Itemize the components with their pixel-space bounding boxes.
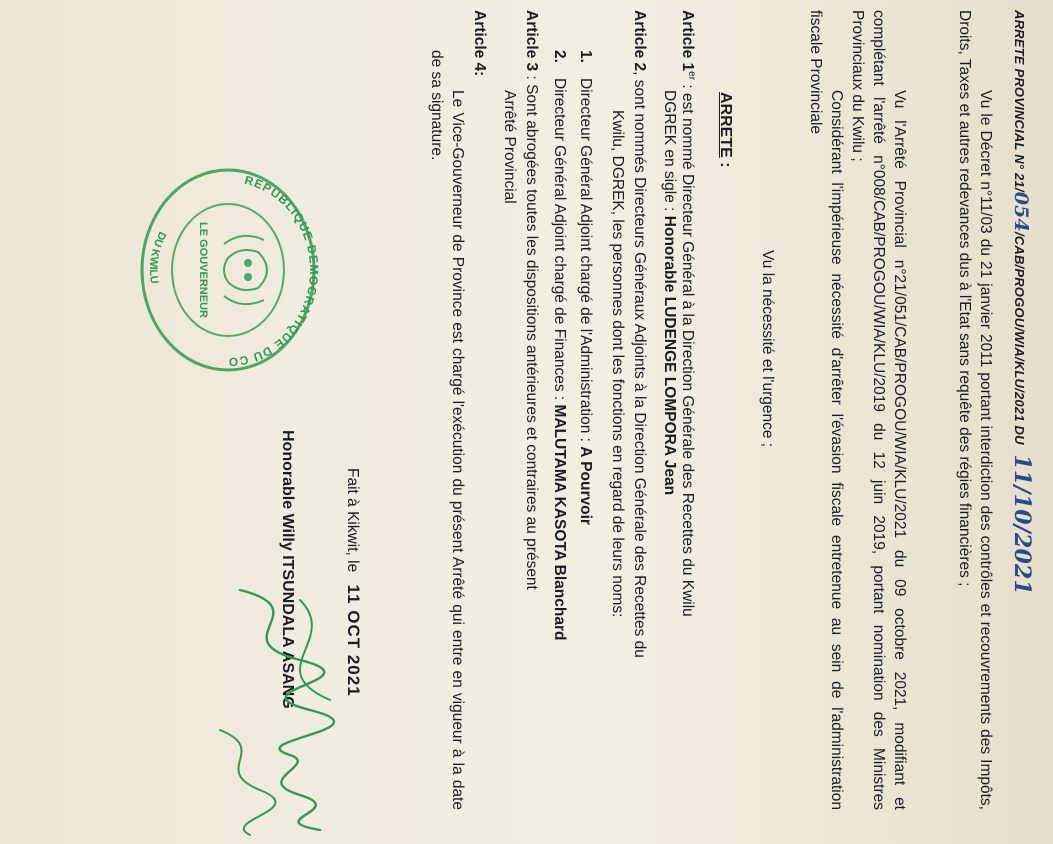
fait-text: Fait à Kikwit, le: [344, 468, 361, 573]
header-suffix: /CAB/PROGOU/WIA/KLU/2021 DU: [1012, 231, 1027, 445]
official-seal: [138, 160, 328, 380]
article-2-line-1: [629, 10, 650, 658]
article-1-line-2-text: DGREK en sigle :: [661, 90, 678, 216]
seal-bottom-text: DU KWILU: [146, 229, 169, 285]
decree-header: [1009, 10, 1035, 595]
list-item-1-name: A Pourvoir: [577, 446, 594, 525]
article-4-paragraph: Le Vice-Gouverneur de Province est chargé l'exécution du présent Arrêté qui entre en vigueur à la date de sa signature.: [428, 50, 466, 810]
article-3-text: : Sont abrogées toutes les dispositions antérieures et contraires au présent: [523, 71, 540, 590]
article-1-sup: er: [686, 71, 697, 81]
handwritten-header-date: 11/10/2021: [1009, 454, 1035, 595]
handwritten-signature: [210, 580, 360, 840]
considerant-paragraph: Considérant l'impérieuse nécessité d'arrêter l'évasion fiscale entretenue au sein de l'administration fiscale Provinciale: [807, 10, 845, 810]
seal-graphic: [138, 160, 328, 380]
list-item-1-text: Directeur Général Adjoint chargé de l'Administration :: [577, 78, 594, 447]
article-4-label-line: [469, 10, 490, 76]
article-3-line-2: Arrêté Provincial: [501, 90, 518, 204]
list-item-1-number: 1.: [577, 50, 594, 63]
handwritten-decree-number: 054: [1010, 191, 1032, 232]
seal-ring-text: REPUBLIQUE DEMOCRATIQUE DU CO: [227, 172, 322, 370]
list-item-2-text: Directeur Général Adjoint chargé de Finances :: [551, 78, 568, 405]
leopard-emblem-icon: [224, 236, 267, 304]
arrete-label-text: ARRETE: [717, 92, 734, 158]
article-2-line-2: Kwilu, DGREK, les personnes dont les fonctions en regard de leurs noms:: [609, 110, 626, 618]
signature-scribble-icon: [210, 580, 360, 840]
vu-decret-paragraph: Vu le Décret n°11/03 du 21 janvier 2011 portant interdiction des contrôles et recouvrements des Impôts, Droits, Taxes et autres redevances dus à l'Etat sans requête des régies financières ;: [956, 10, 994, 810]
article-4-colon: :: [471, 71, 488, 77]
vu-necessite-line: Vu la nécessité et l'urgence ;: [759, 250, 776, 448]
article-1-line-2: [659, 90, 680, 495]
arrete-heading: ARRETE :: [717, 92, 734, 168]
date-stamp: 11 OCT 2021: [344, 584, 363, 697]
list-item-1: [575, 50, 596, 525]
header-prefix: ARRETE PROVINCIAL N° 21/: [1012, 10, 1027, 192]
article-1-name: Honorable LUDENGE LOMPORA Jean: [661, 215, 678, 496]
article-2-text: , sont nommés Directeurs Généraux Adjoints à la Direction Générale des Recettes du: [631, 71, 648, 658]
seal-inner-text: LE GOUVERNEUR: [197, 222, 209, 318]
signatory-name: Honorable Willy ITSUNDALA ASANG: [279, 430, 296, 709]
article-4-label: Article 4: [471, 10, 488, 72]
vu-arrete-paragraph: Vu l'Arrêté Provincial n°21/051/CAB/PROGOU/WIA/KLU/2021 du 09 octobre 2021, modifiant et complétant l'arrêté n°008/CAB/PROGOU/WIA/KLU/2019 du 12 juin 2019, portant nomination des Ministres Provinciaux du Kwilu ;: [849, 10, 908, 810]
article-1-text: : est nommé Directeur Général à la Direction Générale des Recettes du Kwilu: [678, 80, 696, 617]
article-3-label: Article 3: [523, 10, 540, 72]
rotated-document-page: [20, 10, 1040, 830]
list-item-2-number: 2.: [551, 50, 568, 63]
article-1-line-1: [677, 10, 702, 617]
list-item-2: [549, 50, 570, 640]
list-item-2-name: MALUTAMA KASOTA Blanchard: [551, 404, 568, 641]
article-2-label: Article 2: [631, 10, 648, 72]
article-1-label: Article 1: [678, 10, 696, 72]
article-3-line-1: [521, 10, 542, 590]
